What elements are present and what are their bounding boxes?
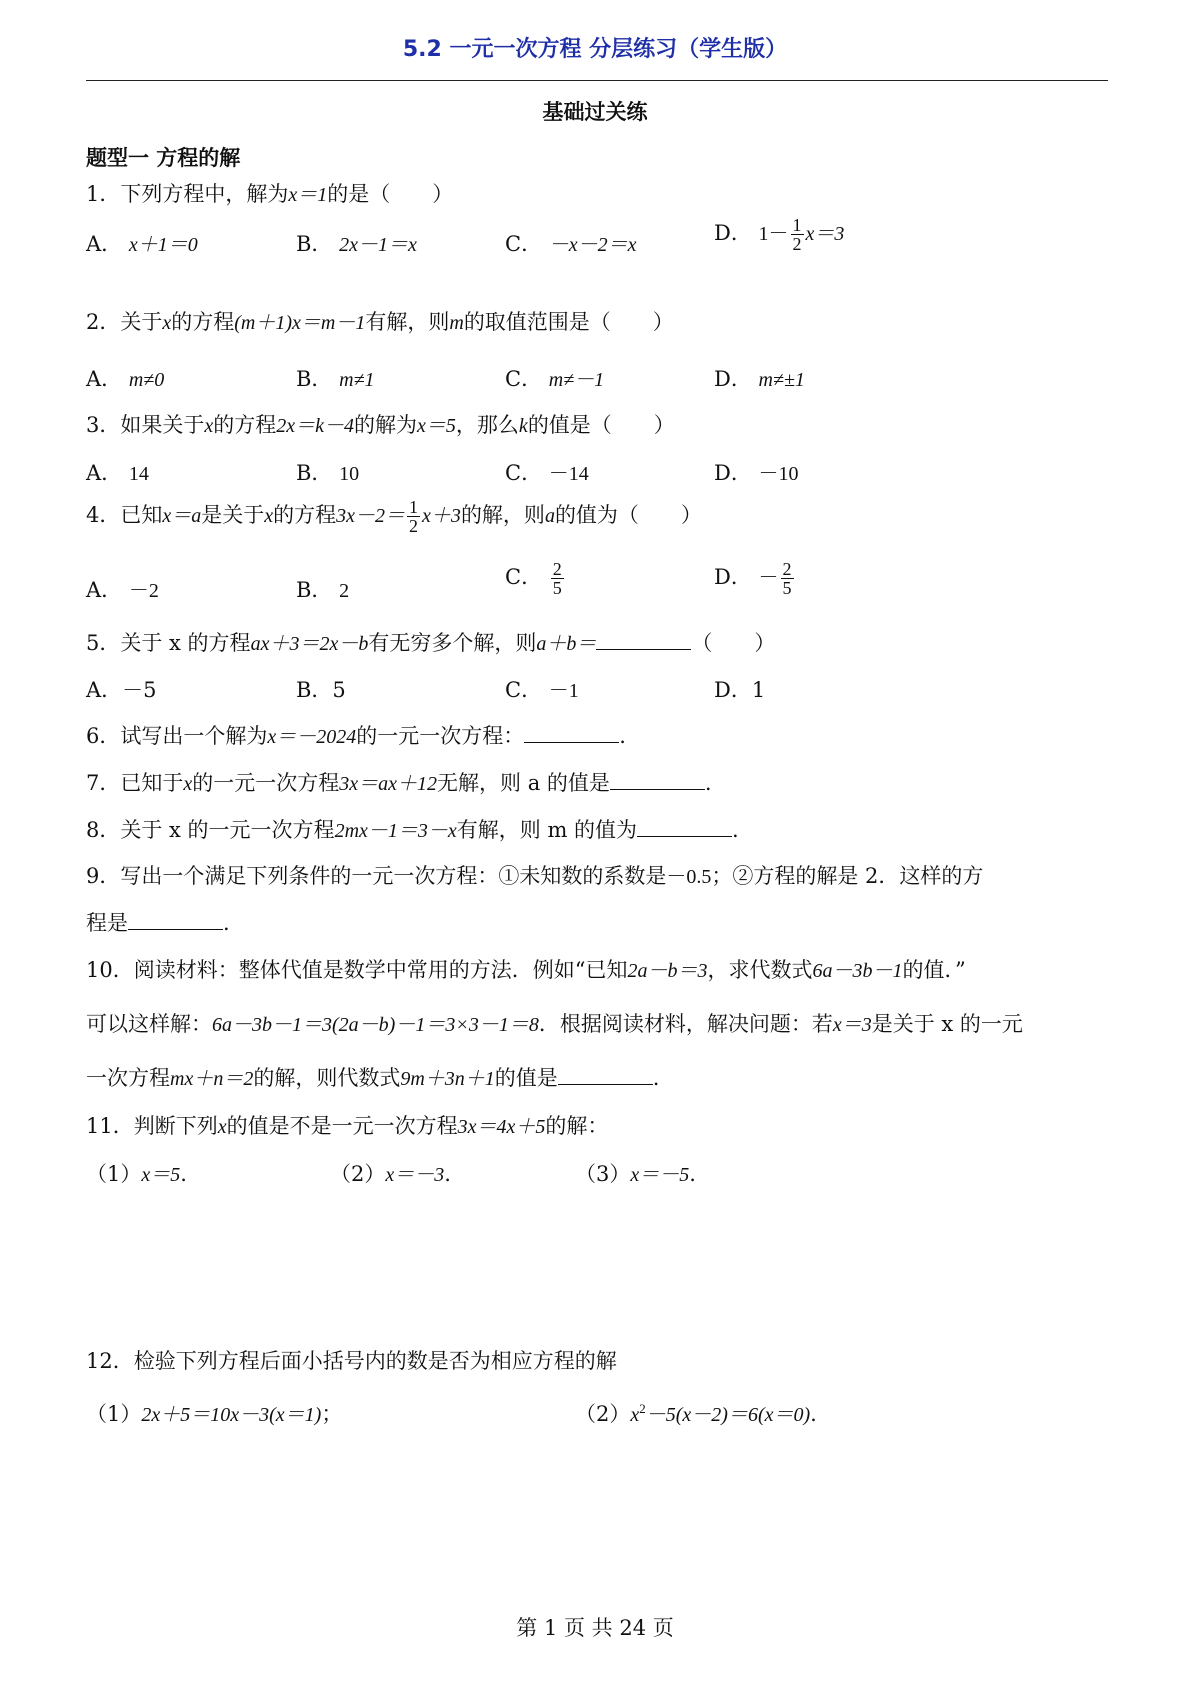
question-11-part-1: （1）x＝5. bbox=[86, 1162, 187, 1186]
question-11-part-2: （2）x＝－3. bbox=[330, 1162, 451, 1186]
question-12-part-1: （1）2x＋5＝10x－3(x＝1)； bbox=[86, 1402, 343, 1426]
question-3-option-c: C． －14 bbox=[505, 461, 589, 485]
question-3-option-a: A． 14 bbox=[86, 461, 149, 485]
question-11-part-3: （3）x＝－5. bbox=[575, 1162, 696, 1186]
question-10-line-3: 一次方程mx＋n＝2的解，则代数式9m＋3n＋1的值是 . bbox=[86, 1066, 660, 1090]
question-2-option-d: D． m≠±1 bbox=[714, 367, 805, 391]
question-8-stem: 8．关于 x 的一元一次方程2mx－1＝3－x有解，则 m 的值为 . bbox=[86, 818, 739, 842]
question-7-stem: 7．已知于x的一元一次方程3x＝ax＋12无解，则 a 的值是 . bbox=[86, 771, 712, 795]
question-12-part-2: $(2)x^2-5(x-2)=6(x=0)$. bbox=[575, 1401, 817, 1426]
question-4-option-b: B． 2 bbox=[296, 578, 350, 602]
question-2-option-b: B． m≠1 bbox=[296, 367, 375, 391]
answer-blank[interactable] bbox=[596, 629, 691, 650]
answer-blank[interactable] bbox=[128, 909, 223, 930]
question-4-option-d: D． － $\frac{2}{5}$ bbox=[714, 559, 792, 598]
question-2-stem: 2．关于x的方程(m＋1)x＝m－1有解，则m的取值范围是（ ） bbox=[86, 310, 674, 334]
question-5-option-c: C． －1 bbox=[505, 678, 579, 702]
question-4-stem: 4．已知x＝a是关于x的方程3x－2＝ $\frac{1}{2}$ x＋3的解，则a的值为（ ） bbox=[86, 497, 702, 536]
question-9-line-2: 程是 . bbox=[86, 911, 230, 935]
section-heading: 基础过关练 bbox=[542, 100, 648, 124]
question-10-line-1: 10．阅读材料：整体代值是数学中常用的方法．例如“已知2a－b＝3，求代数式6a－3b－1的值．” bbox=[86, 958, 966, 982]
question-1-option-b: B． 2x－1＝x bbox=[296, 232, 417, 256]
page-number-footer: 第 1 页 共 24 页 bbox=[516, 1616, 674, 1640]
question-1-option-a: A． x＋1＝0 bbox=[86, 232, 198, 256]
page-title: 5.2 一元一次方程 分层练习（学生版） bbox=[402, 37, 788, 62]
question-4-option-c: C． $\frac{2}{5}$ bbox=[505, 559, 562, 598]
question-1-stem: 1．下列方程中，解为x＝1的是（ ） bbox=[86, 182, 454, 206]
question-1-option-c: C． －x－2＝x bbox=[505, 232, 637, 256]
question-5-option-a: A．－5 bbox=[86, 678, 157, 702]
question-2-option-c: C． m≠－1 bbox=[505, 367, 605, 391]
question-4-option-a: A． －2 bbox=[86, 578, 159, 602]
question-12-stem: 12．检验下列方程后面小括号内的数是否为相应方程的解 bbox=[86, 1349, 617, 1373]
answer-blank[interactable] bbox=[637, 816, 732, 837]
question-5-option-d: D．1 bbox=[714, 678, 766, 702]
question-5-option-b: B．5 bbox=[296, 678, 346, 702]
answer-blank[interactable] bbox=[524, 722, 619, 743]
question-2-option-a: A． m≠0 bbox=[86, 367, 165, 391]
header-divider bbox=[86, 80, 1108, 81]
question-type-heading: 题型一 方程的解 bbox=[86, 146, 241, 170]
question-1-option-d: D． 1－ $\frac{1}{2}$ x＝3 bbox=[714, 215, 845, 254]
answer-blank[interactable] bbox=[558, 1064, 653, 1085]
question-3-option-d: D． －10 bbox=[714, 461, 799, 485]
question-9-line-1: 9．写出一个满足下列条件的一元一次方程：①未知数的系数是－0.5；②方程的解是 2．这样的方 bbox=[86, 864, 984, 888]
question-11-stem: 11．判断下列x的值是不是一元一次方程3x＝4x＋5的解： bbox=[86, 1114, 609, 1138]
question-3-option-b: B． 10 bbox=[296, 461, 360, 485]
answer-blank[interactable] bbox=[610, 769, 705, 790]
question-3-stem: 3．如果关于x的方程2x＝k－4的解为x＝5，那么k的值是（ ） bbox=[86, 413, 675, 437]
question-10-line-2: 可以这样解：6a－3b－1＝3(2a－b)－1＝3×3－1＝8．根据阅读材料，解决问题：若x＝3是关于 x 的一元 bbox=[86, 1012, 1023, 1036]
question-6-stem: 6．试写出一个解为x＝－2024的一元一次方程： . bbox=[86, 724, 626, 748]
question-5-stem: 5．关于 x 的方程ax＋3＝2x－b有无穷多个解，则a＋b＝ （ ） bbox=[86, 631, 776, 655]
